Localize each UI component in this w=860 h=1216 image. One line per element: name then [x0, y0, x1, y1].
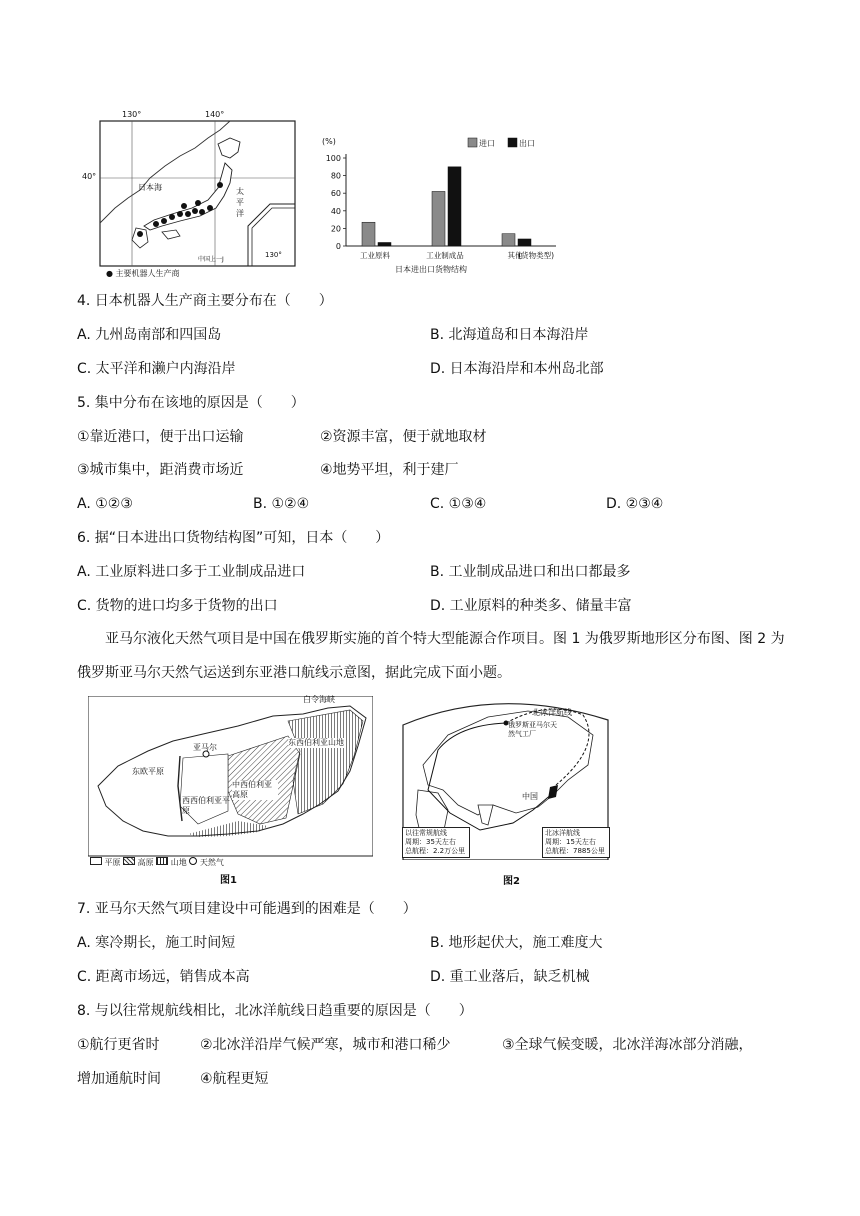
q5-option-c[interactable]: C. ①③④: [430, 496, 487, 512]
legend-mountain: 山地: [170, 858, 187, 867]
bar-进口-工业制成品: [432, 191, 445, 246]
y-tick-label: 80: [330, 171, 341, 181]
trade-chart-svg: [318, 134, 563, 280]
inset-lon-label: 130°: [265, 251, 282, 259]
q8-statement-3-cont: 增加通航时间: [77, 1071, 161, 1087]
q7-option-d[interactable]: D. 重工业落后，缺乏机械: [430, 969, 590, 985]
q8-statement-4: ④航程更短: [200, 1071, 269, 1087]
y-tick-label: 0: [335, 242, 341, 251]
conventional-route-box: [402, 827, 470, 858]
q5-option-a[interactable]: A. ①②③: [77, 496, 133, 512]
y-tick-label: 100: [325, 154, 341, 163]
legend-swatch-进口: [468, 138, 477, 147]
label-west-siberia-plain: 西西伯利亚平原: [182, 796, 230, 815]
q7-stem: 7. 亚马尔天然气项目建设中可能遇到的困难是（ ）: [77, 901, 417, 917]
label-bering-strait: 白令海峡: [303, 695, 335, 704]
legend-plain: 平原: [104, 858, 121, 867]
q7-option-a[interactable]: A. 寒冷期长，施工时间短: [77, 935, 236, 951]
q6-option-c[interactable]: C. 货物的进口均多于货物的出口: [77, 598, 278, 614]
legend-swatch-出口: [508, 138, 517, 147]
q6-option-d[interactable]: D. 工业原料的种类多、储量丰富: [430, 598, 632, 614]
figure-1-svg: [88, 696, 373, 866]
north-route-label: 北冰洋航线: [532, 708, 572, 717]
inset-label: 中国上一J: [198, 256, 224, 263]
figure-1-caption: 图1: [220, 875, 237, 886]
lon-140-label: 140°: [205, 110, 225, 119]
figure-2-routes: [398, 695, 613, 887]
arctic-route-distance: 总航程：7885公里: [545, 847, 605, 855]
q8-stem: 8. 与以往常规航线相比，北冰洋航线日趋重要的原因是（ ）: [77, 1003, 473, 1019]
pacific-label-2: 平: [236, 198, 244, 207]
q8-statement-1: ①航行更省时: [77, 1037, 160, 1053]
label-east-europe-plain: 东欧平原: [132, 767, 164, 776]
y-axis-label: (%): [322, 137, 336, 146]
q4-stem: 4. 日本机器人生产商主要分布在（ ）: [77, 293, 333, 309]
conventional-route-distance: 总航程：2.2万公里: [405, 847, 466, 855]
x-tick-label: 其他: [507, 251, 523, 260]
label-central-siberia-plateau: 中西伯利亚高原: [232, 780, 278, 800]
chart-title: 日本进出口货物结构: [395, 265, 467, 274]
legend-label-出口: 出口: [519, 139, 535, 148]
figure-1-legend: [90, 857, 224, 868]
y-tick-label: 60: [330, 189, 341, 199]
q6-option-b[interactable]: B. 工业制成品进口和出口都最多: [430, 564, 631, 580]
q5-option-b[interactable]: B. ①②④: [253, 496, 310, 512]
q5-statement-2: ②资源丰富，便于就地取材: [320, 429, 487, 445]
bar-出口-工业制成品: [448, 167, 461, 246]
q5-statement-1: ①靠近港口，便于出口运输: [77, 429, 244, 445]
japan-map-figure: [80, 108, 300, 278]
figure-1-russia-terrain: [88, 695, 373, 886]
label-yamal: 亚马尔: [193, 743, 217, 752]
arctic-route-title: 北冰洋航线: [545, 829, 580, 837]
label-east-siberia-mountains: 东西伯利亚山地: [288, 738, 344, 747]
x-axis-label: (货物类型): [518, 251, 554, 260]
arctic-route-box: [542, 827, 610, 858]
pacific-label-3: 洋: [236, 209, 244, 218]
lon-130-label: 130°: [122, 110, 142, 119]
q8-statement-2: ②北冰洋沿岸气候严寒，城市和港口稀少: [200, 1037, 451, 1053]
figure-2-caption: 图2: [503, 876, 520, 887]
q5-statement-3: ③城市集中，距消费市场近: [77, 462, 244, 478]
q7-option-b[interactable]: B. 地形起伏大，施工难度大: [430, 935, 603, 951]
q5-stem: 5. 集中分布在该地的原因是（ ）: [77, 395, 305, 411]
bar-出口-其他: [518, 239, 531, 246]
pacific-label-1: 太: [236, 187, 244, 196]
arctic-route-period: 周期：15天左右: [545, 838, 596, 846]
legend-plateau: 高原: [137, 858, 154, 867]
y-tick-label: 40: [330, 206, 341, 216]
gas-icon: [189, 857, 197, 865]
q4-option-b[interactable]: B. 北海道岛和日本海沿岸: [430, 327, 589, 343]
conventional-route-title: 以往常规航线: [405, 829, 447, 837]
intro-paragraph: 亚马尔液化天然气项目是中国在俄罗斯实施的首个特大型能源合作项目。图 1 为俄罗斯地形区分布图、图 2 为俄罗斯亚马尔天然气运送到东亚港口航线示意图，据此完成下面小题。: [77, 631, 785, 681]
producer-legend: ● 主要机器人生产商: [106, 269, 180, 278]
q6-option-a[interactable]: A. 工业原料进口多于工业制成品进口: [77, 564, 306, 580]
bar-进口-工业原料: [362, 222, 375, 246]
bar-出口-工业原料: [378, 242, 391, 246]
q4-option-a[interactable]: A. 九州岛南部和四国岛: [77, 327, 222, 343]
china-label: 中国: [522, 792, 538, 801]
q4-option-d[interactable]: D. 日本海沿岸和本州岛北部: [430, 361, 604, 377]
q8-statement-3: ③全球气候变暖，北冰洋海冰部分消融，: [502, 1037, 753, 1053]
q5-option-d[interactable]: D. ②③④: [606, 496, 664, 512]
sea-of-japan-label: 日本海: [138, 183, 162, 192]
lat-40-label: 40°: [82, 172, 97, 181]
q4-option-c[interactable]: C. 太平洋和濑户内海沿岸: [77, 361, 236, 377]
q5-statement-4: ④地势平坦，利于建厂: [320, 462, 459, 478]
x-tick-label: 工业原料: [360, 251, 390, 260]
legend-label-进口: 进口: [479, 139, 495, 148]
q7-option-c[interactable]: C. 距离市场远，销售成本高: [77, 969, 250, 985]
bar-进口-其他: [502, 234, 515, 246]
conventional-route-period: 周期：35天左右: [405, 838, 456, 846]
trade-chart-figure: [318, 134, 563, 280]
q6-stem: 6. 据“日本进出口货物结构图”可知，日本（ ）: [77, 530, 390, 546]
y-tick-label: 20: [330, 224, 341, 234]
x-tick-label: 工业制成品: [426, 251, 464, 260]
legend-gas: 天然气: [199, 858, 224, 867]
plant-label: 俄罗斯亚马尔天然气工厂: [508, 721, 557, 738]
